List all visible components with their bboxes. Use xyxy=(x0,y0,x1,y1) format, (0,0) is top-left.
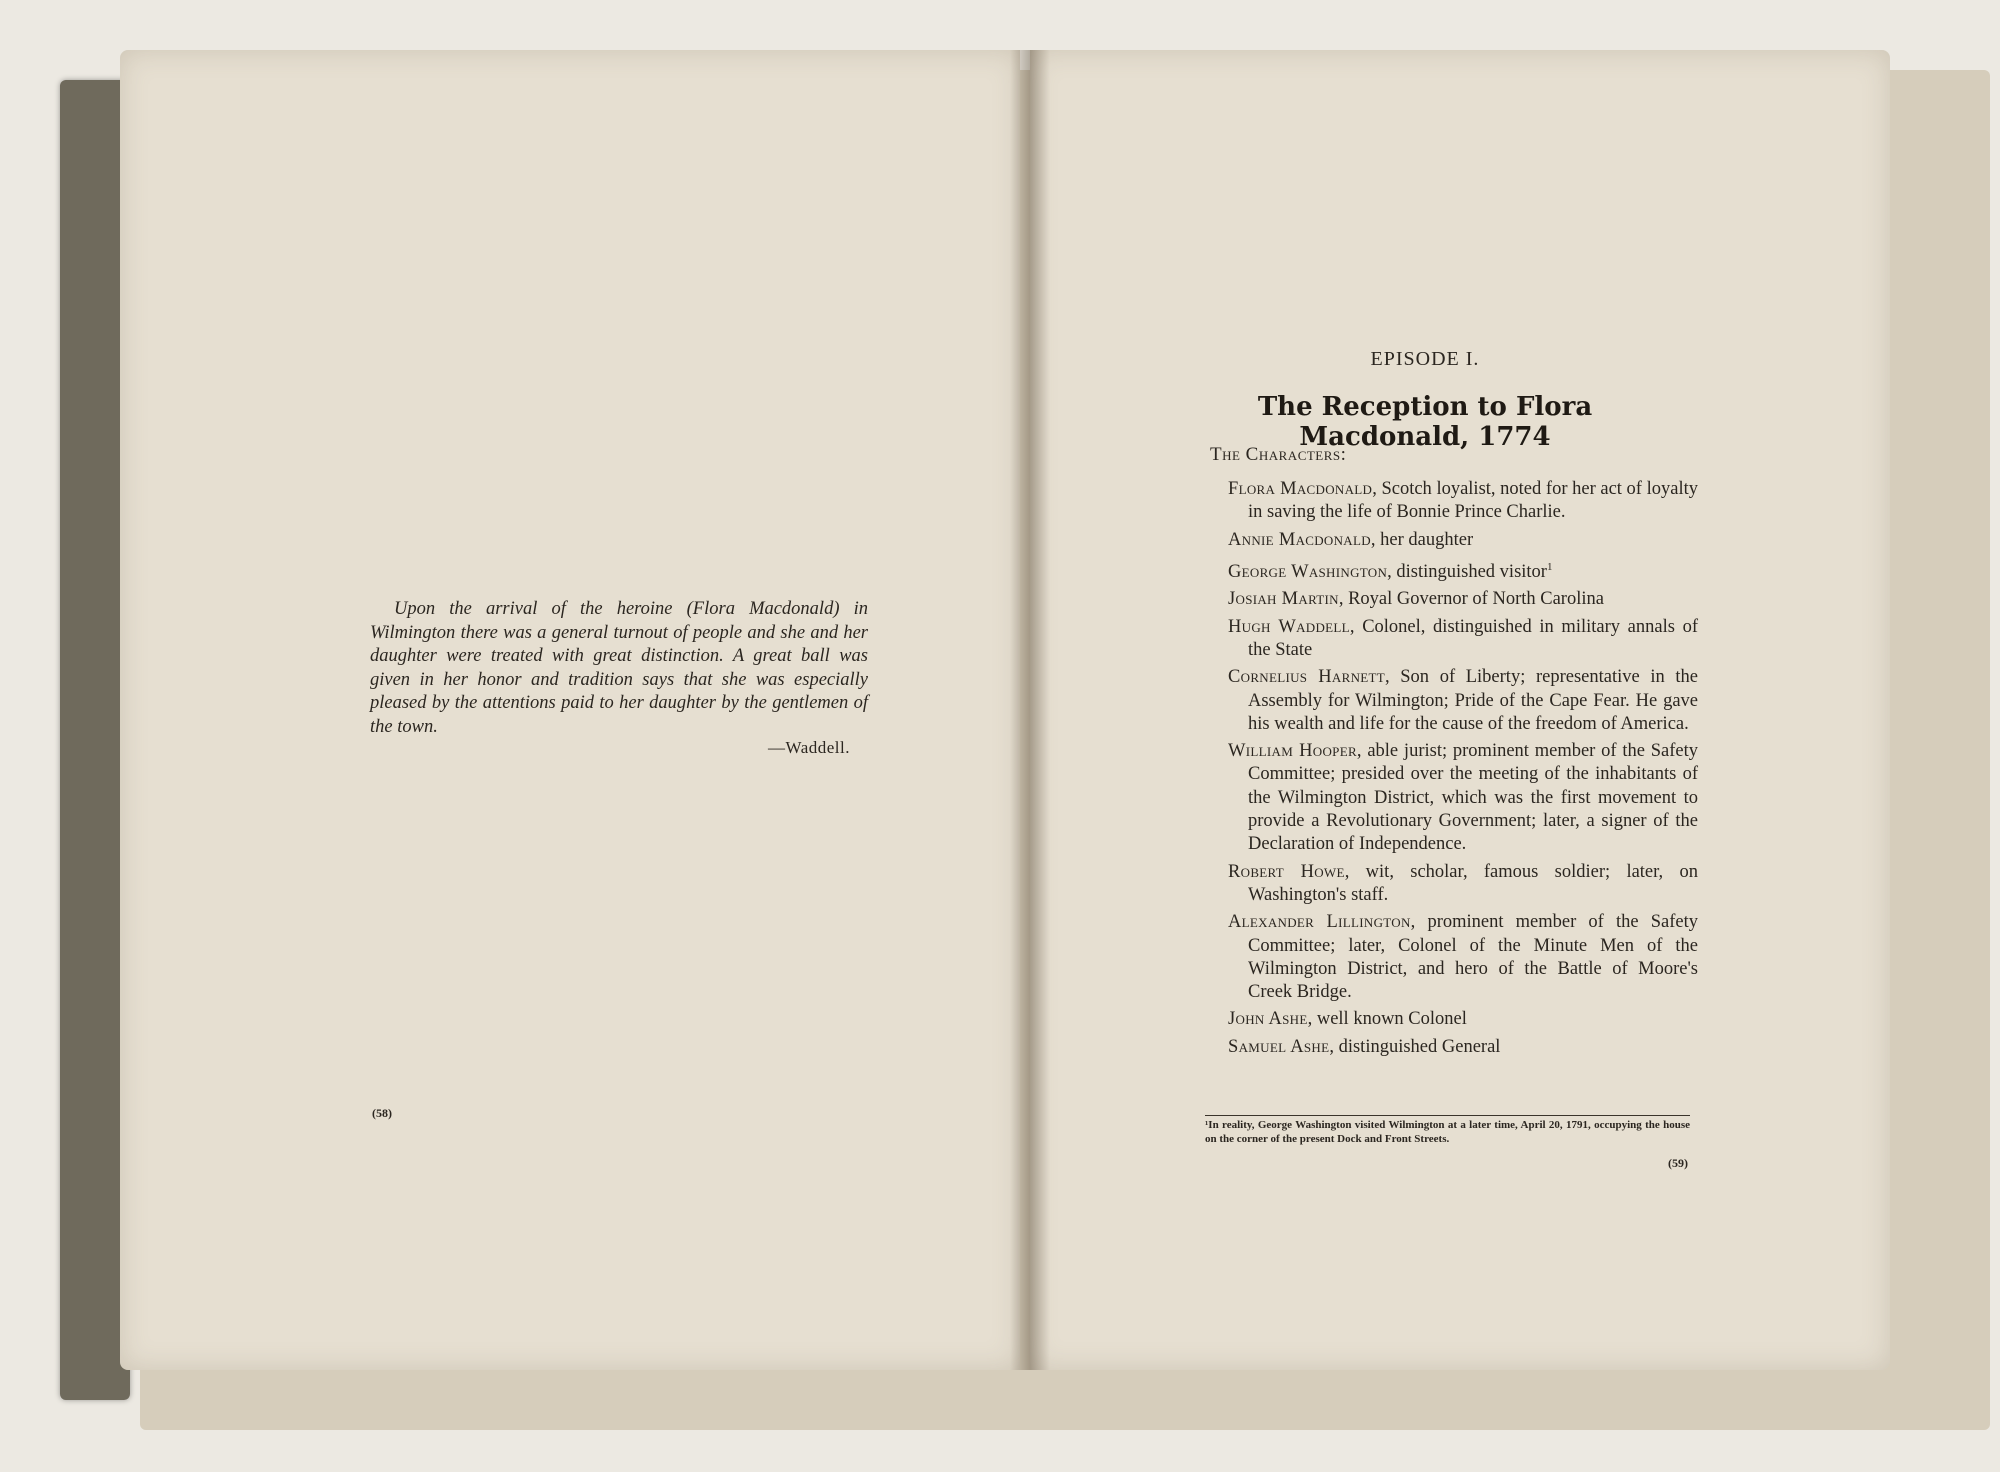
character-description: , Colonel, distinguished in military annals of the State xyxy=(1248,616,1698,660)
character-description: , able jurist; prominent member of the Safety Committee; presided over the meeting of the inhabitants of the Wilmington District, which was the first movement to provide a Revolutionary Government; later, a signer of the Declaration of Independence. xyxy=(1248,741,1698,855)
character-entry xyxy=(1228,1008,1698,1031)
epigraph-attribution: —Waddell. xyxy=(768,738,850,757)
character-description: , Son of Liberty; representative in the Assembly for Wilmington; Pride of the Cape Fear. He gave his wealth and life for the cause of the freedom of America. xyxy=(1248,667,1698,734)
character-entry xyxy=(1228,861,1698,908)
character-entry xyxy=(1228,740,1698,856)
character-entry xyxy=(1228,616,1698,663)
page-number-right: (59) xyxy=(1668,1156,1688,1170)
character-name: George Washington xyxy=(1228,562,1388,583)
character-description: , Royal Governor of North Carolina xyxy=(1338,589,1604,610)
character-name: John Ashe xyxy=(1228,1009,1308,1030)
character-entry xyxy=(1228,911,1698,1004)
episode-title: The Reception to Flora Macdonald, 1774 xyxy=(1257,392,1593,452)
footnote-marker: 1 xyxy=(1546,560,1553,573)
character-entry xyxy=(1228,666,1698,736)
character-description: , well known Colonel xyxy=(1307,1009,1467,1030)
character-entry xyxy=(1228,529,1698,552)
page-number-left: (58) xyxy=(372,1106,392,1120)
character-description: , her daughter xyxy=(1370,529,1474,550)
character-name: Cornelius Harnett xyxy=(1228,667,1385,688)
character-description: , distinguished visitor xyxy=(1387,562,1547,583)
character-name: Annie Macdonald xyxy=(1228,529,1371,550)
book-gutter xyxy=(1010,50,1050,1370)
character-entry xyxy=(1228,478,1698,525)
character-description: , wit, scholar, famous soldier; later, on Washington's staff. xyxy=(1248,861,1698,905)
episode-heading: EPISODE I. xyxy=(1370,348,1480,370)
character-entry xyxy=(1228,556,1698,584)
character-description: , distinguished General xyxy=(1329,1036,1501,1057)
character-name: Samuel Ashe xyxy=(1228,1036,1330,1057)
character-name: William Hooper xyxy=(1228,741,1357,762)
characters-heading: The Characters: xyxy=(1210,444,1347,465)
character-name: Flora Macdonald xyxy=(1228,479,1373,499)
character-description: , prominent member of the Safety Committee; later, Colonel of the Minute Men of the Wilmington District, and hero of the Battle of Moore's Creek Bridge. xyxy=(1248,912,1698,1003)
character-list xyxy=(1228,478,1698,1063)
character-name: Josiah Martin xyxy=(1228,589,1339,610)
character-name: Robert Howe xyxy=(1228,861,1345,882)
character-name: Hugh Waddell xyxy=(1228,616,1350,637)
epigraph-quote: Upon the arrival of the heroine (Flora Macdonald) in Wilmington there was a general turnout of people and she and her daughter were treated with great distinction. A great ball was given in her honor and tradition says that she was especially pleased by the attentions paid to her daughter by the gentlemen of the town. xyxy=(370,599,868,737)
footnote: ¹In reality, George Washington visited Wilmington at a later time, April 20, 1791, occupying the house on the corner of the present Dock and Front Streets. xyxy=(1205,1119,1690,1145)
character-entry xyxy=(1228,588,1698,611)
footnote-rule xyxy=(1205,1115,1690,1116)
character-name: Alexander Lillington xyxy=(1228,912,1411,933)
character-entry xyxy=(1228,1036,1698,1059)
character-description: , Scotch loyalist, noted for her act of loyalty in saving the life of Bonnie Prince Charlie. xyxy=(1248,479,1698,523)
